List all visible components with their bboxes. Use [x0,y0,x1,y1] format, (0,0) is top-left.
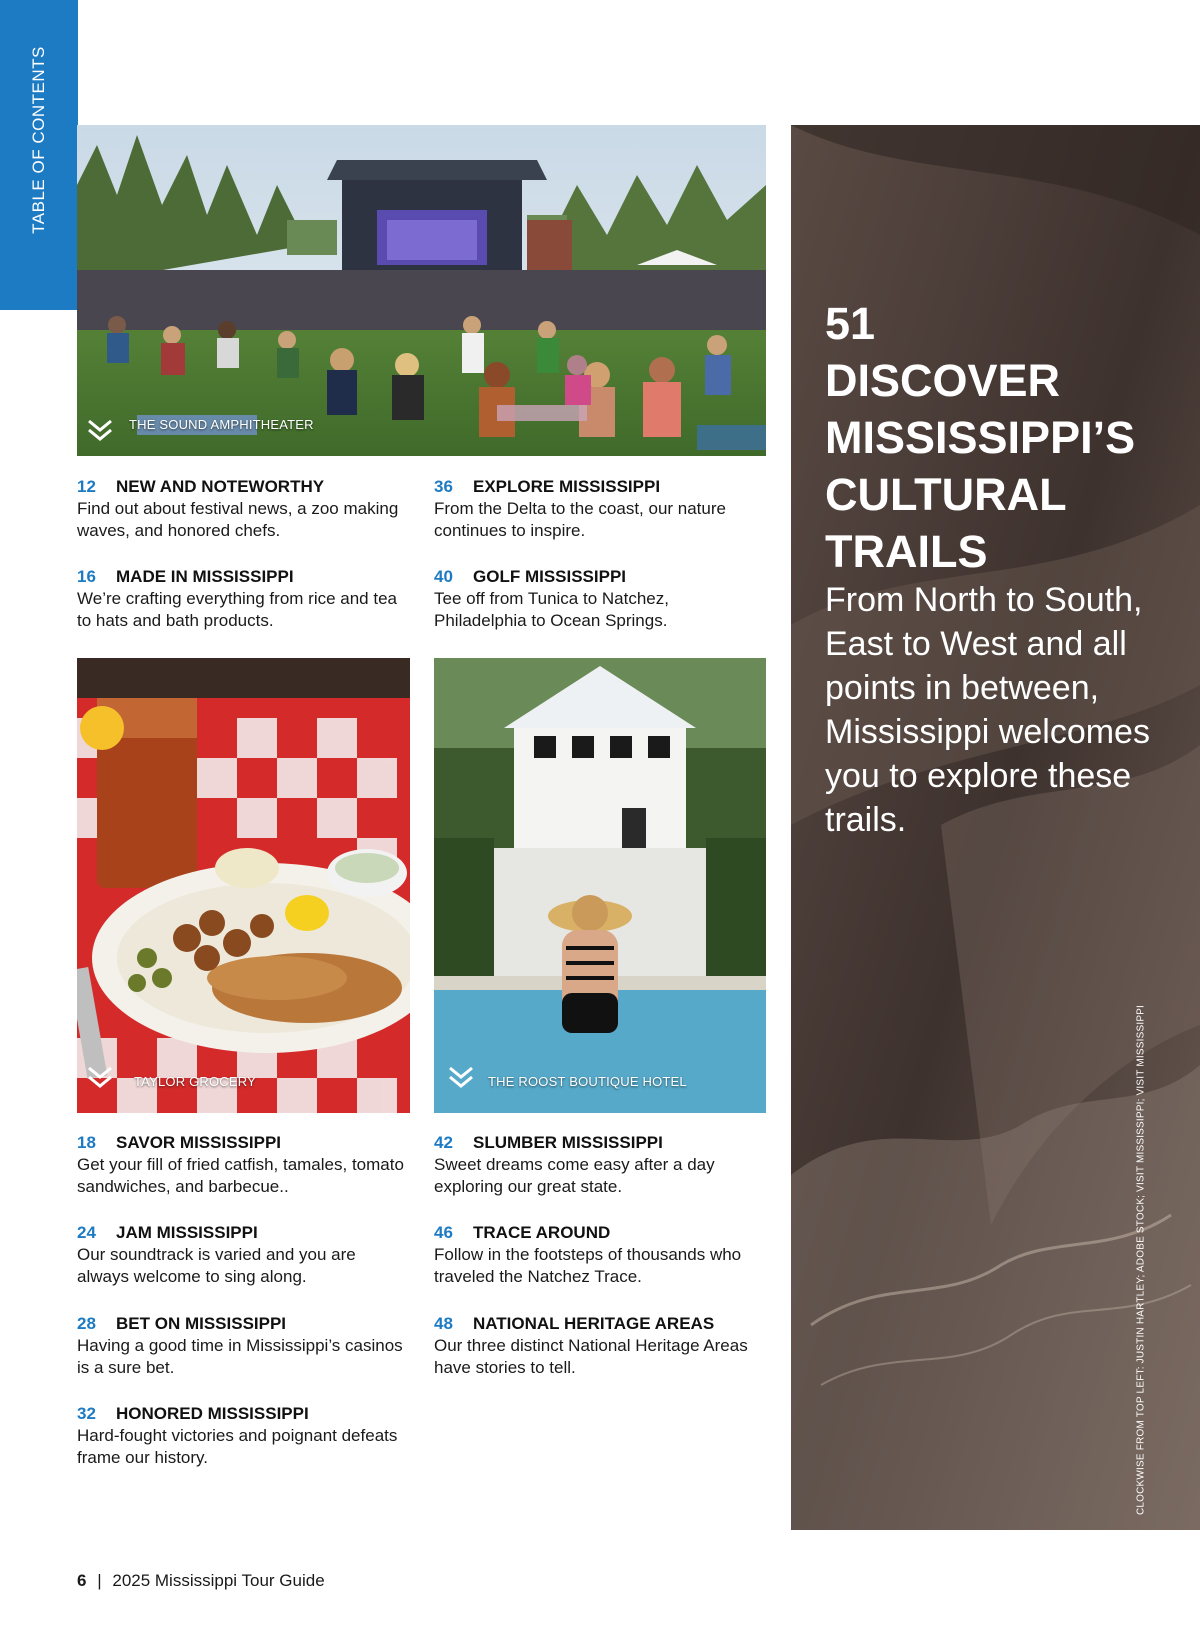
toc-entry[interactable] [77,566,407,632]
toc-entry[interactable] [77,1132,407,1198]
feature-text [825,295,1155,842]
toc-title: TRACE AROUND [473,1223,611,1242]
footer-publication: 2025 Mississippi Tour Guide [112,1571,325,1590]
feature-description: From North to South, East to West and all points in between, Mississippi welcomes you to explore these trails. [825,581,1150,839]
toc-entry[interactable] [77,1313,407,1379]
toc-description: Tee off from Tunica to Natchez, Philadelphia to Ocean Springs. [434,589,669,630]
section-tab [0,0,78,310]
toc-description: Hard-fought victories and poignant defeats frame our history. [77,1426,398,1467]
footer-page-number: 6 [77,1571,87,1590]
grocery-illustration [77,658,410,1113]
toc-page-number: 46 [434,1223,453,1242]
toc-page-number: 48 [434,1314,453,1333]
toc-page-number: 24 [77,1223,96,1242]
toc-entry[interactable] [434,1313,764,1379]
toc-description: Our soundtrack is varied and you are always welcome to sing along. [77,1245,356,1286]
photo-caption: TAYLOR GROCERY [134,1074,256,1089]
grocery-photo [77,658,410,1113]
photo-caption: THE SOUND AMPHITHEATER [129,417,314,432]
photo-caption: THE ROOST BOUTIQUE HOTEL [488,1074,687,1089]
toc-entry[interactable] [77,476,407,542]
toc-title: NATIONAL HERITAGE AREAS [473,1314,715,1333]
chevron-down-icon [85,1062,115,1092]
toc-title: JAM MISSISSIPPI [116,1223,258,1242]
hotel-illustration [434,658,766,1113]
toc-description: We’re crafting everything from rice and tea to hats and bath products. [77,589,397,630]
toc-page-number: 12 [77,477,96,496]
toc-entry[interactable] [77,1403,407,1469]
toc-page-number: 36 [434,477,453,496]
chevron-down-icon [446,1062,476,1092]
toc-entry[interactable] [77,1222,407,1288]
toc-title: SAVOR MISSISSIPPI [116,1133,282,1152]
toc-title: NEW AND NOTEWORTHY [116,477,325,496]
toc-description: Sweet dreams come easy after a day exploring our great state. [434,1155,715,1196]
toc-title: HONORED MISSISSIPPI [116,1404,309,1423]
chevron-down-icon [85,415,115,445]
toc-entry[interactable] [434,1132,764,1198]
toc-entry[interactable] [434,1222,764,1288]
toc-title: SLUMBER MISSISSIPPI [473,1133,663,1152]
page-footer [77,1571,325,1591]
toc-page-number: 16 [77,567,96,586]
toc-entry[interactable] [434,566,764,632]
toc-description: Follow in the footsteps of thousands who traveled the Natchez Trace. [434,1245,742,1286]
toc-description: Get your fill of fried catfish, tamales, tomato sandwiches, and barbecue.. [77,1155,404,1196]
amphitheater-illustration [77,125,766,456]
toc-title: MADE IN MISSISSIPPI [116,567,294,586]
footer-separator: | [97,1571,102,1590]
toc-page-number: 32 [77,1404,96,1423]
toc-description: Find out about festival news, a zoo making waves, and honored chefs. [77,499,399,540]
amphitheater-photo [77,125,766,456]
toc-page-number: 18 [77,1133,96,1152]
feature-title: DISCOVER MISSISSIPPI’S CULTURAL TRAILS [825,355,1136,577]
hotel-photo [434,658,766,1113]
toc-page-number: 40 [434,567,453,586]
toc-page-number: 42 [434,1133,453,1152]
toc-description: Our three distinct National Heritage Areas have stories to tell. [434,1336,748,1377]
toc-title: EXPLORE MISSISSIPPI [473,477,661,496]
toc-page-number: 28 [77,1314,96,1333]
feature-page-number: 51 [825,298,876,349]
toc-entry[interactable] [434,476,764,542]
toc-description: From the Delta to the coast, our nature continues to inspire. [434,499,726,540]
toc-title: BET ON MISSISSIPPI [116,1314,287,1333]
toc-description: Having a good time in Mississippi’s casinos is a sure bet. [77,1336,403,1377]
toc-title: GOLF MISSISSIPPI [473,567,627,586]
section-tab-label: TABLE OF CONTENTS [29,46,48,234]
photo-credit: CLOCKWISE FROM TOP LEFT: JUSTIN HARTLEY; ADOBE STOCK; VISIT MISSISSIPPI; VISIT MISSISSIPPI [1135,1004,1147,1516]
